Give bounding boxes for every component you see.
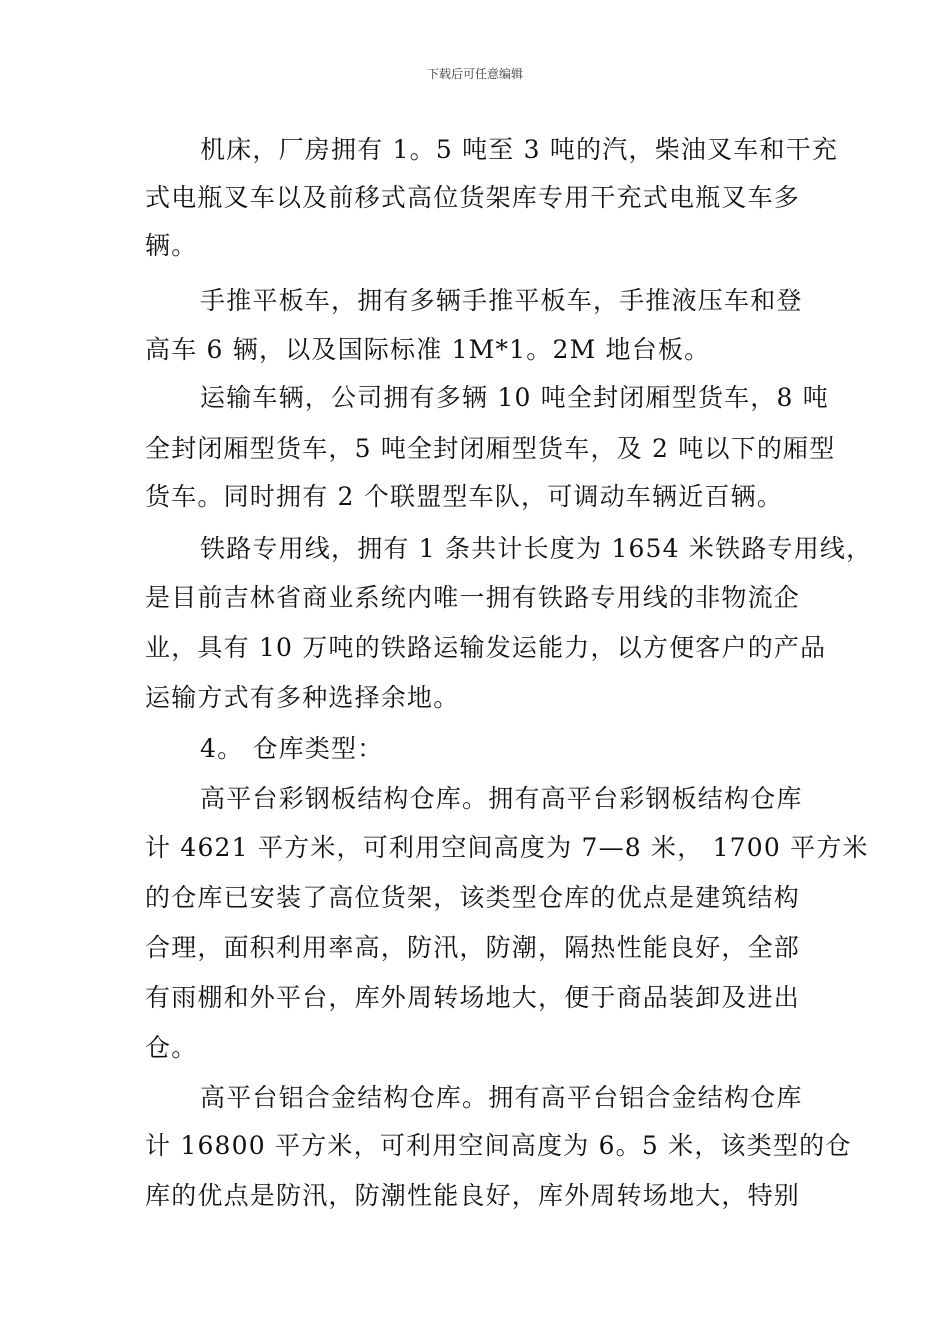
page-header-note: 下载后可任意编辑 [426, 67, 523, 81]
text-line: 库的优点是防汛，防潮性能良好，库外周转场地大，特别 [145, 1181, 801, 1210]
text-line: 高车 6 辆，以及国际标准 1M*1。2M 地台板。 [145, 335, 711, 364]
text-line: 机床，厂房拥有 1。5 吨至 3 吨的汽，柴油叉车和干充 [200, 135, 839, 164]
text-line: 全封闭厢型货车，5 吨全封闭厢型货车，及 2 吨以下的厢型 [145, 434, 836, 463]
text-line: 运输车辆，公司拥有多辆 10 吨全封闭厢型货车，8 吨 [200, 383, 829, 412]
text-line: 高平台彩钢板结构仓库。拥有高平台彩钢板结构仓库 [200, 784, 803, 813]
text-line: 计 4621 平方米，可利用空间高度为 7—8 米， 1700 平方米 [145, 833, 869, 862]
text-line: 式电瓶叉车以及前移式高位货架库专用干充式电瓶叉车多 [145, 183, 801, 212]
text-line: 货车。同时拥有 2 个联盟型车队，可调动车辆近百辆。 [145, 482, 784, 511]
text-line: 有雨棚和外平台，库外周转场地大，便于商品装卸及进出 [145, 983, 801, 1012]
text-line: 是目前吉林省商业系统内唯一拥有铁路专用线的非物流企 [145, 583, 801, 612]
text-line: 运输方式有多种选择余地。 [145, 683, 460, 712]
text-line: 手推平板车，拥有多辆手推平板车，手推液压车和登 [200, 286, 803, 315]
section-heading: 4。 仓库类型： [200, 734, 384, 763]
text-line: 的仓库已安装了高位货架，该类型仓库的优点是建筑结构 [145, 883, 801, 912]
text-line: 仓。 [145, 1033, 198, 1062]
text-line: 业，具有 10 万吨的铁路运输发运能力，以方便客户的产品 [145, 633, 827, 662]
text-line: 合理，面积利用率高，防汛，防潮，隔热性能良好，全部 [145, 933, 801, 962]
text-line: 计 16800 平方米，可利用空间高度为 6。5 米，该类型的仓 [145, 1131, 852, 1160]
text-line: 铁路专用线，拥有 1 条共计长度为 1654 米铁路专用线， [200, 534, 873, 563]
text-line: 高平台铝合金结构仓库。拥有高平台铝合金结构仓库 [200, 1083, 803, 1112]
text-line: 辆。 [145, 231, 198, 260]
